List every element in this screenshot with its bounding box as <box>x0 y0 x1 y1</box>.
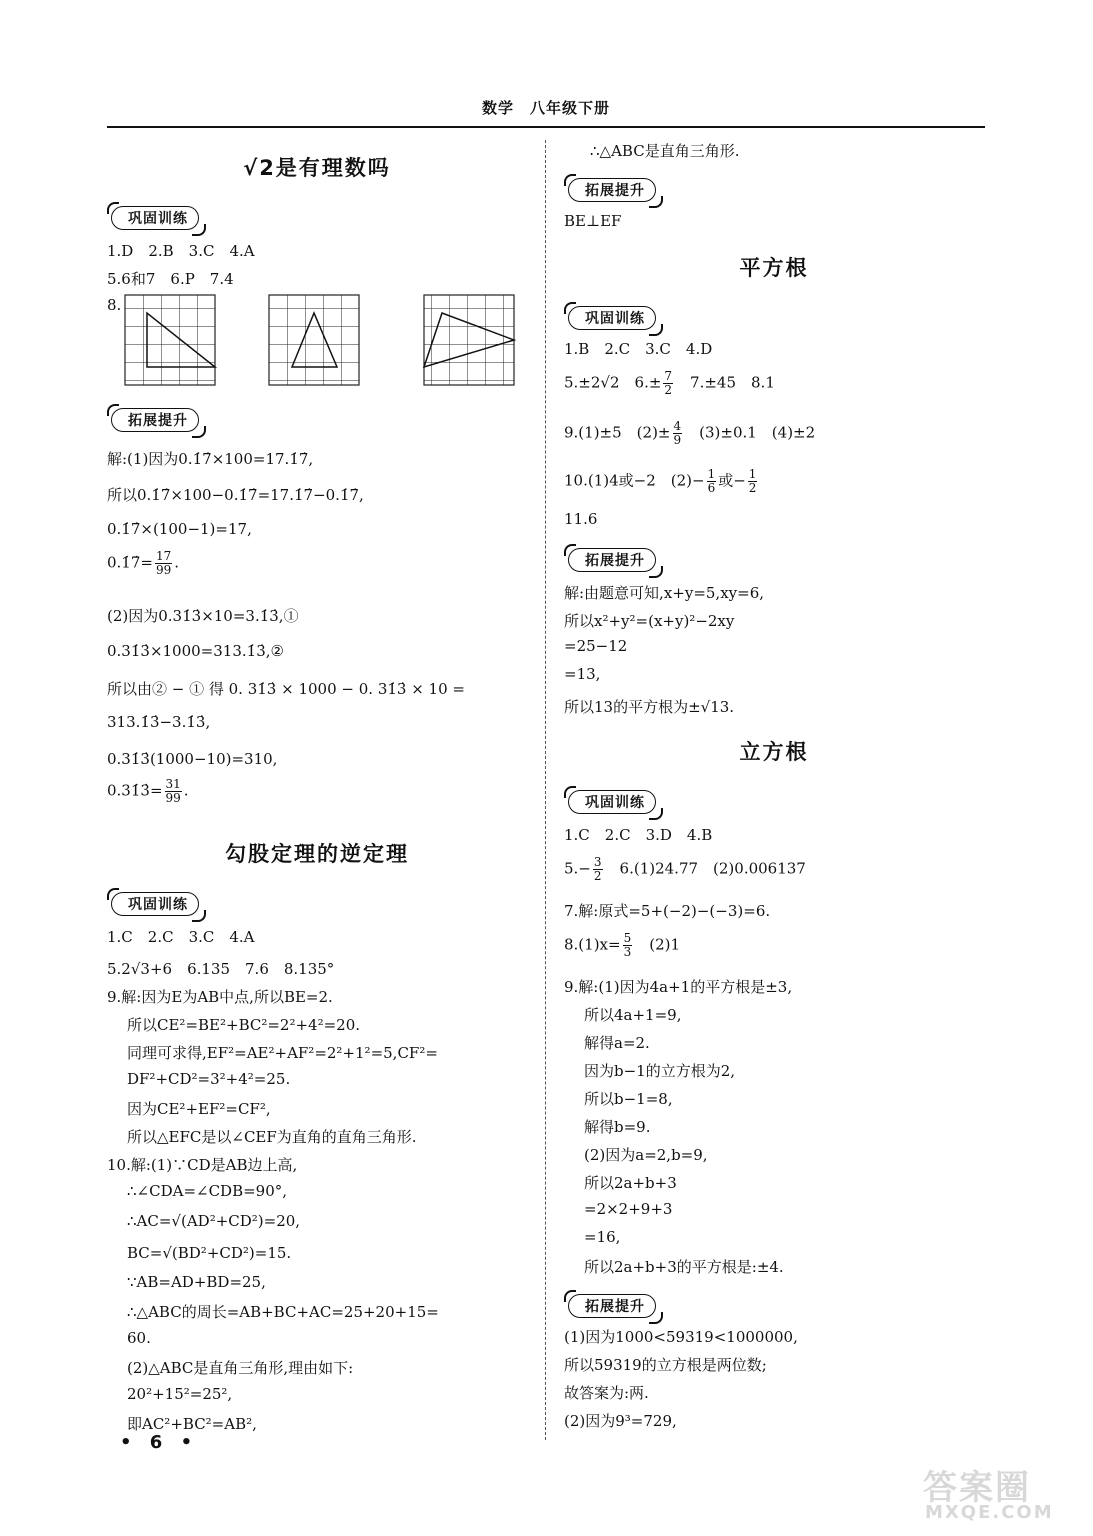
answer-line <box>564 856 806 883</box>
expr: 7.±45 8.1 <box>675 373 775 392</box>
solution-line: 9.解:因为E为AB中点,所以BE=2. <box>107 988 333 1006</box>
solution-line: BC=√(BD²+CD²)=15. <box>127 1244 292 1262</box>
answer-line: 5.2√3+6 6.135 7.6 8.135° <box>107 960 335 978</box>
extend-badge <box>111 408 199 432</box>
solution-line: 解:由题意可知,x+y=5,xy=6, <box>564 584 765 602</box>
solution-line: 20²+15²=25², <box>127 1385 233 1403</box>
solution-line <box>107 550 179 577</box>
fraction <box>165 778 182 805</box>
expr: 10.(1)4或−2 (2)− <box>564 471 705 490</box>
solution-line: 9.解:(1)因为4a+1的平方根是±3, <box>564 978 793 996</box>
solution-line: 即AC²+BC²=AB², <box>127 1415 257 1433</box>
solution-line: =25−12 <box>564 637 628 655</box>
solution-line: 所以2a+b+3的平方根是:±4. <box>584 1258 784 1276</box>
solution-line: (2)因为a=2,b=9, <box>584 1146 708 1164</box>
solution-line: 同理可求得,EF²=AE²+AF²=2²+1²=5,CF²= <box>127 1044 438 1062</box>
solution-line: 313.1̇3̇−3.1̇3̇, <box>107 713 211 731</box>
solution-line: (2)因为9³=729, <box>564 1412 677 1430</box>
solution-line: 0.1̇7̇×(100−1)=17, <box>107 520 252 538</box>
solution-line: 所以CE²=BE²+BC²=2²+4²=20. <box>127 1016 361 1034</box>
fraction <box>707 468 717 495</box>
numerator: 31 <box>165 777 181 791</box>
numerator: 7 <box>664 369 673 383</box>
denominator: 2 <box>748 481 757 495</box>
expr: 0.31̇3̇= <box>107 781 163 800</box>
practice-badge-label: 巩固训练 <box>111 206 199 230</box>
section-title-converse-pythagoras: 勾股定理的逆定理 <box>225 842 409 866</box>
practice-badge <box>568 306 656 330</box>
solution-line: 所以0.1̇7̇×100−0.1̇7̇=17.1̇7̇−0.1̇7̇, <box>107 486 364 504</box>
numerator: 4 <box>673 419 682 433</box>
solution-line: 所以x²+y²=(x+y)²−2xy <box>564 612 735 630</box>
solution-line: 解得a=2. <box>584 1034 650 1052</box>
section-title-sqrt2: √2是有理数吗 <box>243 156 391 180</box>
denominator: 99 <box>165 791 181 805</box>
grid-figures <box>107 290 527 390</box>
watermark-text: 答案圈 <box>923 1468 1031 1508</box>
solution-line: 所以△EFC是以∠CEF为直角的直角三角形. <box>127 1128 417 1146</box>
numerator: 17 <box>155 549 172 563</box>
numerator: 3 <box>593 855 602 869</box>
solution-line <box>107 778 189 805</box>
answer-line <box>564 468 759 495</box>
grid-figure-3 <box>424 295 514 385</box>
grid-figure-1 <box>125 295 215 385</box>
expr: 6.(1)24.77 (2)0.006137 <box>604 859 806 878</box>
solution-line: 所以2a+b+3 <box>584 1174 677 1192</box>
solution-line: =13, <box>564 665 601 683</box>
solution-line: ∴△ABC的周长=AB+BC+AC=25+20+15= <box>127 1303 439 1321</box>
denominator: 3 <box>623 945 632 959</box>
answer-line: BE⊥EF <box>564 212 622 230</box>
watermark-logo <box>915 1460 1075 1530</box>
solution-line: 0.31̇3̇×1000=313.1̇3̇,② <box>107 642 284 660</box>
answer-line <box>564 420 815 447</box>
solution-line: ∴AC=√(AD²+CD²)=20, <box>127 1212 301 1230</box>
solution-line: 60. <box>127 1329 151 1347</box>
fraction <box>748 468 758 495</box>
answer-line: 11.6 <box>564 510 598 528</box>
fraction <box>623 932 633 959</box>
answer-line: 1.B 2.C 3.C 4.D <box>564 340 713 358</box>
page-number: • 6 • <box>120 1432 199 1453</box>
solution-line: 所以4a+1=9, <box>584 1006 682 1024</box>
denominator: 2 <box>664 383 673 397</box>
solution-line: 故答案为:两. <box>564 1384 649 1402</box>
extend-badge-label: 拓展提升 <box>111 408 199 432</box>
answer-line: 1.C 2.C 3.C 4.A <box>107 928 255 946</box>
practice-badge-label: 巩固训练 <box>568 306 656 330</box>
solution-line: =2×2+9+3 <box>584 1200 673 1218</box>
solution-line: 0.31̇3̇(1000−10)=310, <box>107 750 278 768</box>
practice-badge <box>111 206 199 230</box>
denominator: 6 <box>707 481 716 495</box>
solution-line: 7.解:原式=5+(−2)−(−3)=6. <box>564 902 771 920</box>
expr: 8.(1)x= <box>564 935 621 954</box>
expr: . <box>174 553 180 572</box>
solution-line: =16, <box>584 1228 621 1246</box>
solution-line: DF²+CD²=3²+4²=25. <box>127 1070 291 1088</box>
solution-line: (2)因为0.31̇3̇×10=3.1̇3̇,① <box>107 607 299 625</box>
practice-badge-label: 巩固训练 <box>111 892 199 916</box>
numerator: 1 <box>707 467 716 481</box>
expr: 或− <box>718 471 746 490</box>
solution-line: ∴△ABC是直角三角形. <box>590 142 740 160</box>
solution-line: (2)△ABC是直角三角形,理由如下: <box>127 1359 354 1377</box>
denominator: 99 <box>155 563 172 577</box>
extend-badge-label: 拓展提升 <box>568 1294 656 1318</box>
section-title-cube-root: 立方根 <box>739 740 809 764</box>
answer-line <box>564 932 680 959</box>
denominator: 2 <box>593 869 602 883</box>
header-title: 数学 八年级下册 <box>481 99 610 117</box>
solution-line: ∴∠CDA=∠CDB=90°, <box>127 1182 288 1200</box>
solution-line: 所以由② − ① 得 0. 31̇3̇ × 1000 − 0. 31̇3̇ × 10 = <box>107 680 465 698</box>
numerator: 5 <box>623 931 632 945</box>
answer-line: 1.C 2.C 3.D 4.B <box>564 826 713 844</box>
fraction <box>593 856 603 883</box>
answer-line: 1.D 2.B 3.C 4.A <box>107 242 255 260</box>
column-divider <box>545 140 546 1440</box>
answer-line: 5.6和7 6.P 7.4 <box>107 270 234 288</box>
answer-line: 8. <box>107 296 122 314</box>
practice-badge <box>568 790 656 814</box>
extend-badge <box>568 548 656 572</box>
solution-line: 10.解:(1)∵CD是AB边上高, <box>107 1156 298 1174</box>
extend-badge <box>568 178 656 202</box>
expr: (3)±0.1 (4)±2 <box>684 423 816 442</box>
expr: 5.− <box>564 859 591 878</box>
solution-line: 所以59319的立方根是两位数; <box>564 1356 767 1374</box>
practice-badge <box>111 892 199 916</box>
extend-badge-label: 拓展提升 <box>568 548 656 572</box>
fraction <box>673 420 683 447</box>
expr: (2)1 <box>634 935 681 954</box>
page-header <box>107 92 985 128</box>
solution-line: 所以b−1=8, <box>584 1090 673 1108</box>
expr: 9.(1)±5 (2)± <box>564 423 671 442</box>
solution-line: 解得b=9. <box>584 1118 651 1136</box>
fraction <box>155 550 172 577</box>
extend-badge <box>568 1294 656 1318</box>
denominator: 9 <box>673 433 682 447</box>
expr: . <box>183 781 189 800</box>
solution-line: 所以13的平方根为±√13. <box>564 698 735 716</box>
expr: 0.1̇7̇= <box>107 553 153 572</box>
solution-line: 因为b−1的立方根为2, <box>584 1062 736 1080</box>
section-title-square-root: 平方根 <box>739 256 809 280</box>
practice-badge-label: 巩固训练 <box>568 790 656 814</box>
fraction <box>663 370 673 397</box>
numerator: 1 <box>748 467 757 481</box>
solution-line: 解:(1)因为0.1̇7̇×100=17.1̇7̇, <box>107 450 314 468</box>
solution-line: (1)因为1000<59319<1000000, <box>564 1328 798 1346</box>
answer-line <box>564 370 775 397</box>
solution-line: 因为CE²+EF²=CF², <box>127 1100 271 1118</box>
watermark-url: MXQE.COM <box>925 1502 1054 1523</box>
solution-line: ∵AB=AD+BD=25, <box>127 1273 266 1291</box>
grid-figure-2 <box>269 295 359 385</box>
extend-badge-label: 拓展提升 <box>568 178 656 202</box>
expr: 5.±2√2 6.± <box>564 373 662 392</box>
